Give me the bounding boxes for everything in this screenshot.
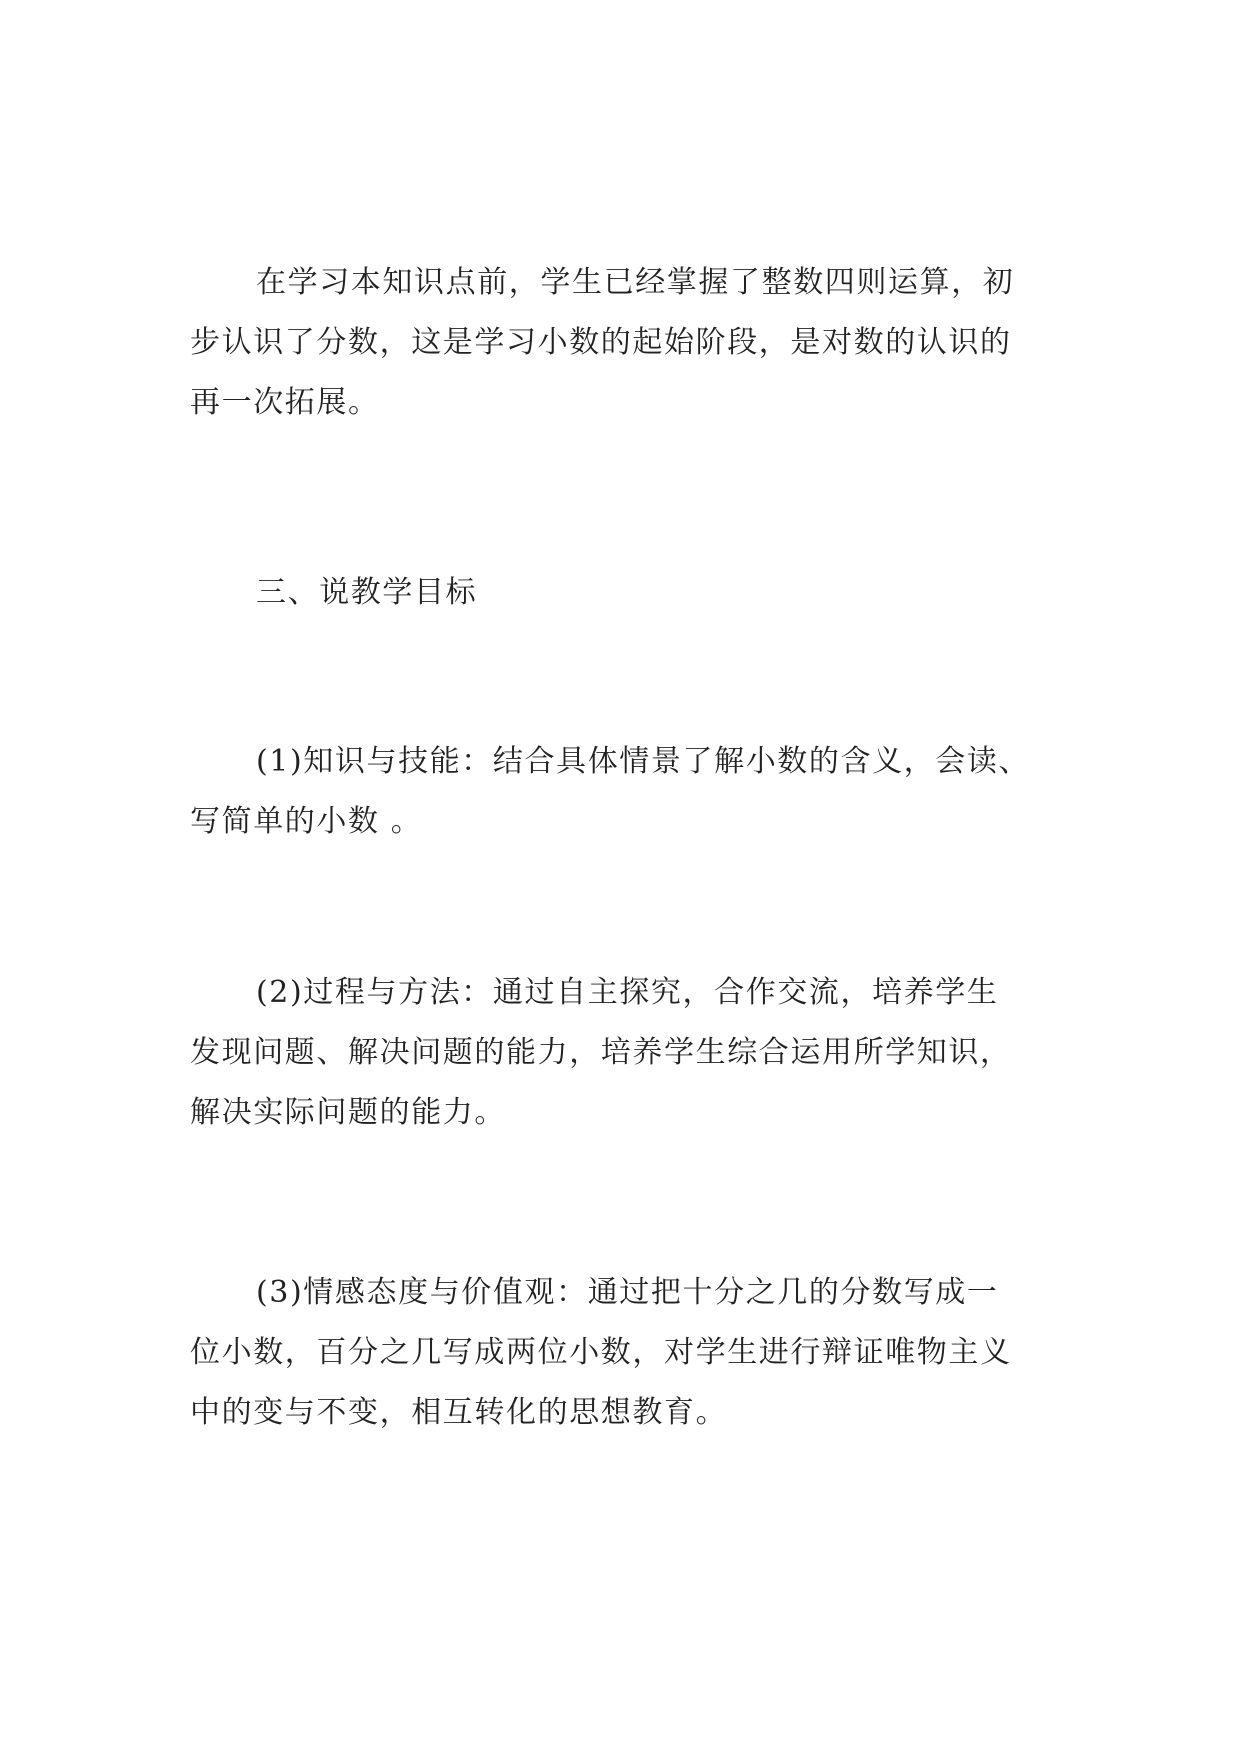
paragraph-line: (3)情感态度与价值观：通过把十分之几的分数写成一 [256,1275,999,1310]
section-heading-text: 三、说教学目标 [256,575,478,610]
paragraph-line: 步认识了分数，这是学习小数的起始阶段，是对数的认识的 [190,325,1012,360]
paragraph-line: 位小数，百分之几写成两位小数，对学生进行辩证唯物主义 [190,1335,1012,1370]
paragraph-line: (2)过程与方法：通过自主探究，合作交流，培养学生 [256,975,999,1010]
paragraph-line: 在学习本知识点前，学生已经掌握了整数四则运算，初 [256,265,1015,300]
paragraph-intro [190,253,1060,433]
paragraph-line: (1)知识与技能：结合具体情景了解小数的含义，会读、 [256,744,1031,779]
paragraph-line: 中的变与不变，相互转化的思想教育。 [190,1395,728,1430]
paragraph-goal-1 [190,732,1060,852]
paragraph-line: 解决实际问题的能力。 [190,1095,506,1130]
paragraph-goal-3 [190,1263,1060,1443]
paragraph-goal-2 [190,963,1060,1143]
section-heading [190,563,1060,623]
paragraph-line: 发现问题、解决问题的能力，培养学生综合运用所学知识， [190,1035,1012,1070]
paragraph-line: 写简单的小数 。 [190,804,423,839]
paragraph-line: 再一次拓展。 [190,385,380,420]
